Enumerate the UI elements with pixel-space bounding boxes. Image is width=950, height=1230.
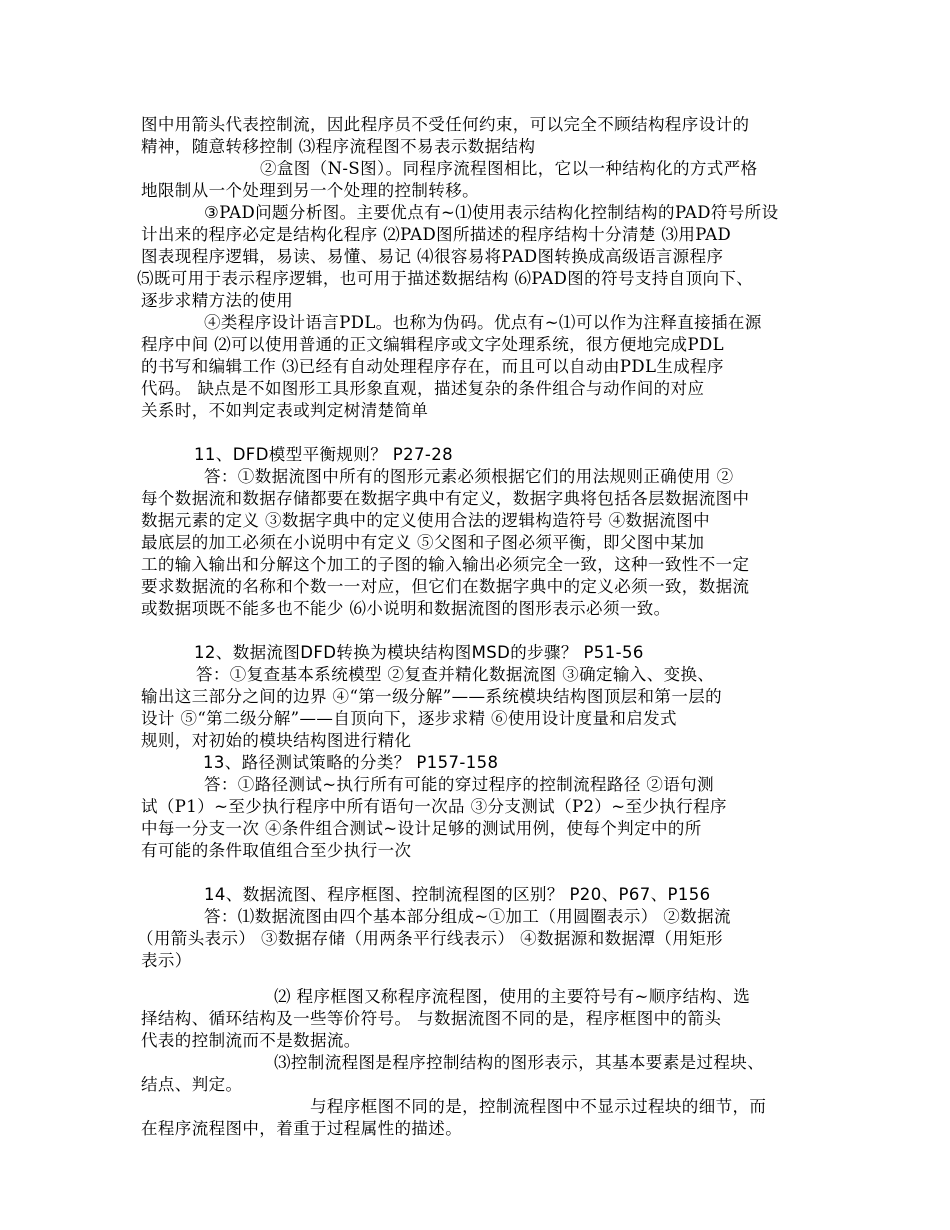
question-heading: 14、数据流图、程序框图、控制流程图的区别？ P20、P67、P156 [204,885,711,904]
text-line: ⑵ 程序框图又称程序流程图，使用的主要符号有~顺序结构、选 [274,987,751,1006]
text-line: 每个数据流和数据存储都要在数据字典中有定义，数据字典将包括各层数据流图中 [141,489,750,508]
text-line: 最底层的加工必须在小说明中有定义 ⑤父图和子图必须平衡，即父图中某加 [141,533,705,552]
text-line: 结点、判定。 [141,1075,243,1094]
text-line: ⑶控制流程图是程序控制结构的图形表示，其基本要素是过程块、 [274,1053,765,1072]
text-line: （用箭头表示） ③数据存储（用两条平行线表示） ④数据源和数据潭（用矩形 [137,929,723,948]
text-line: 精神，随意转移控制 ⑶程序流程图不易表示数据结构 [141,137,536,156]
text-line: 择结构、循环结构及一些等价符号。 与数据流图不同的是，程序框图中的箭头 [141,1009,722,1028]
question-heading: 11、DFD模型平衡规则？ P27-28 [194,445,454,464]
text-line: 试（P1）~至少执行程序中所有语句一次品 ③分支测试（P2）~至少执行程序 [141,797,727,816]
text-line: 规则，对初始的模块结构图进行精化 [141,731,412,750]
text-line: 代表的控制流而不是数据流。 [141,1031,361,1050]
text-line: 图中用箭头代表控制流，因此程序员不受任何约束，可以完全不顾结构程序设计的 [141,115,750,134]
text-line: 程序中间 ⑵可以使用普通的正文编辑程序或文字处理系统，很方便地完成PDL [141,335,724,354]
text-line: ②盒图（N-S图）。同程序流程图相比，它以一种结构化的方式严格 [260,159,758,178]
text-line: 要求数据流的名称和个数一一对应，但它们在数据字典中的定义必须一致，数据流 [141,577,750,596]
text-line: 的书写和编辑工作 ⑶已经有自动处理程序存在，而且可以自动由PDL生成程序 [141,357,724,376]
text-line: 关系时，不如判定表或判定树清楚简单 [141,401,429,420]
text-line: 答：①复查基本系统模型 ②复查并精化数据流图 ③确定输入、变换、 [196,665,715,684]
text-line: 或数据项既不能多也不能少 ⑹小说明和数据流图的图形表示必须一致。 [141,599,671,618]
text-line: ④类程序设计语言PDL。也称为伪码。优点有~⑴可以作为注释直接插在源 [204,313,762,332]
text-line: 工的输入输出和分解这个加工的子图的输入输出必须完全一致，这种一致性不一定 [141,555,750,574]
text-line: ③PAD问题分析图。主要优点有~⑴使用表示结构化控制结构的PAD符号所设 [204,203,779,222]
text-line: 中每一分支一次 ④条件组合测试~设计足够的测试用例，使每个判定中的所 [141,819,702,838]
question-heading: 13、路径测试策略的分类？ P157-158 [203,753,499,772]
text-line: 与程序框图不同的是，控制流程图中不显示过程块的细节，而 [310,1097,767,1116]
text-line: ⑸既可用于表示程序逻辑，也可用于描述数据结构 ⑹PAD图的符号支持自顶向下、 [137,269,754,288]
text-line: 表示） [141,951,192,970]
text-line: 答：①路径测试~执行所有可能的穿过程序的控制流程路径 ②语句测 [204,775,714,794]
question-heading: 12、数据流图DFD转换为模块结构图MSD的步骤？ P51-56 [194,643,644,662]
text-line: 答：⑴数据流图由四个基本部分组成~①加工（用圆圈表示） ②数据流 [204,907,731,926]
text-line: 地限制从一个处理到另一个处理的控制转移。 [141,181,479,200]
text-line: 数据元素的定义 ③数据字典中的定义使用合法的逻辑构造符号 ④数据流图中 [141,511,710,530]
text-line: 逐步求精方法的使用 [141,291,294,310]
text-line: 有可能的条件取值组合至少执行一次 [141,841,412,860]
text-line: 图表现程序逻辑，易读、易懂、易记 ⑷很容易将PAD图转换成高级语言源程序 [141,247,724,266]
text-line: 在程序流程图中，着重于过程属性的描述。 [141,1119,463,1138]
text-line: 答：①数据流图中所有的图形元素必须根据它们的用法规则正确使用 ② [204,467,734,486]
text-line: 设计 ⑤“第二级分解”——自顶向下，逐步求精 ⑥使用设计度量和启发式 [141,709,677,728]
text-line: 输出这三部分之间的边界 ④“第一级分解”——系统模块结构图顶层和第一层的 [141,687,723,706]
text-line: 代码。 缺点是不如图形工具形象直观，描述复杂的条件组合与动作间的对应 [141,379,705,398]
text-line: 计出来的程序必定是结构化程序 ⑵PAD图所描述的程序结构十分清楚 ⑶用PAD [141,225,732,244]
